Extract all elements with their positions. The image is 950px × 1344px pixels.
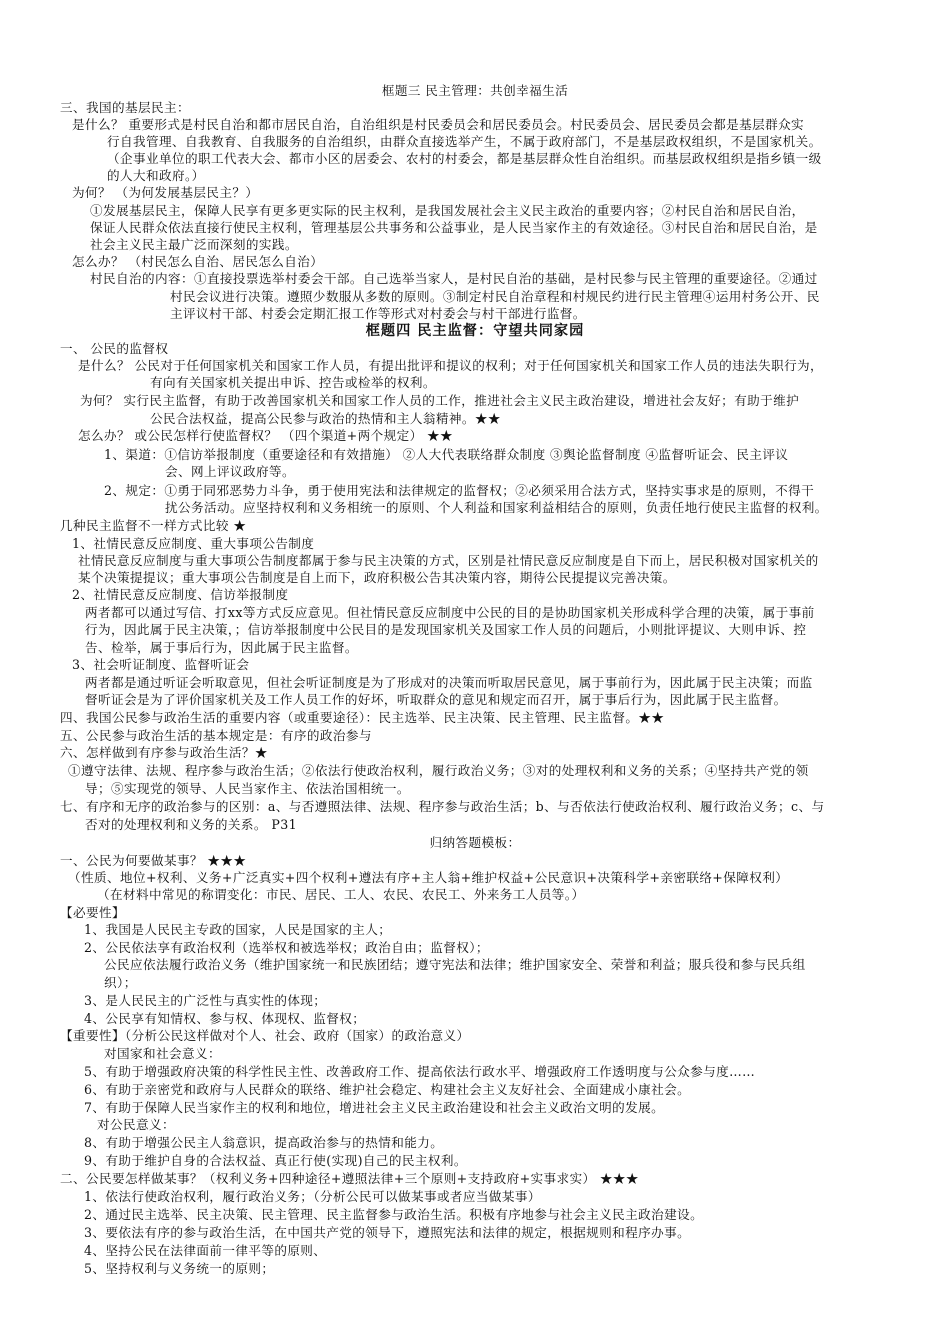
heading: 六、怎样做到有序参与政治生活？★ bbox=[60, 745, 268, 760]
text-line: 公民应依法履行政治义务（维护国家统一和民族团结；遵守宪法和法律；维护国家安全、荣誉和利益；服兵役和参与民兵组 bbox=[104, 957, 806, 972]
text-line: 1、渠道：①信访举报制度（重要途径和有效措施） ②人大代表联络群众制度 ③舆论监督制度 ④监督听证会、民主评议 bbox=[104, 447, 789, 462]
text-line: 怎么办？ 或公民怎样行使监督权？ （四个渠道+两个规定） ★★ bbox=[78, 428, 453, 443]
text-line: 2、规定：①勇于同邪恶势力斗争，勇于使用宪法和法律规定的监督权；②必须采用合法方式，坚持实事求是的原则，不得干 bbox=[104, 483, 815, 498]
text-line: 3、要依法有序的参与政治生活，在中国共产党的领导下，遵照宪法和法律的规定，根据规则和程序办事。 bbox=[84, 1225, 691, 1240]
text-line: 2、公民依法享有政治权利（选举权和被选举权；政治自由；监督权）； bbox=[84, 940, 489, 955]
text-line: 两者都可以通过写信、打xx等方式反应意见。但社情民意反应制度中公民的目的是协助国家机关形成科学合理的决策，属于事前 bbox=[85, 605, 815, 620]
text-line: 村民自治的内容：①直接投票选举村委会干部。自己选举当家人，是村民自治的基础，是村民参与民主管理的重要途径。②通过 bbox=[90, 271, 818, 286]
text-line: 会、网上评议政府等。 bbox=[165, 464, 295, 479]
text-line: （企事业单位的职工代表大会、都市小区的居委会、农村的村委会，都是基层群众性自治组织。而基层政权组织是指乡镇一级 bbox=[107, 151, 822, 166]
text-line: 督听证会是为了评价国家机关及工作人员工作的好坏，听取群众的意见和规定而召开，属于事后行为，因此属于民主监督。 bbox=[85, 692, 787, 707]
subheading: 2、社情民意反应制度、信访举报制度 bbox=[72, 587, 289, 602]
text-line: 告、检举，属于事后行为，因此属于民主监督。 bbox=[85, 640, 358, 655]
text-line: 5、有助于增强政府决策的科学性民主性、改善政府工作、提高依法行政水平、增强政府工作透明度与公众参与度…… bbox=[84, 1064, 756, 1079]
text-line: 2、通过民主选举、民主决策、民主管理、民主监督参与政治生活。积极有序地参与社会主义民主政治建设。 bbox=[84, 1207, 704, 1222]
subheading: 【必要性】 bbox=[60, 905, 125, 920]
heading: 五、公民参与政治生活的基本规定是：有序的政治参与 bbox=[60, 728, 372, 743]
text-line: 村民会议进行决策。遵照少数服从多数的原则。③制定村民自治章程和村规民约进行民主管理④运用村务公开、民 bbox=[170, 289, 820, 304]
text-line: 某个决策提提议；重大事项公告制度是自上而下，政府积极公告其决策内容，期待公民提提议完善决策。 bbox=[78, 570, 676, 585]
heading: 三、我国的基层民主： bbox=[60, 100, 190, 115]
text-line: 5、坚持权利与义务统一的原则； bbox=[84, 1261, 275, 1276]
text-line: 社会主义民主最广泛而深刻的实践。 bbox=[90, 237, 298, 252]
section-title: 框题四 民主监督：守望共同家园 bbox=[365, 323, 585, 339]
text-line: 9、有助于维护自身的合法权益、真正行使(实现)自己的民主权利。 bbox=[84, 1153, 467, 1168]
text-line: 社情民意反应制度与重大事项公告制度都属于参与民主决策的方式，区别是社情民意反应制度是自下而上，居民积极对国家机关的 bbox=[78, 553, 819, 568]
text-line: ①遵守法律、法规、程序参与政治生活；②依法行使政治权利，履行政治义务；③对的处理权利和义务的关系；④坚持共产党的领 bbox=[68, 763, 809, 778]
text-line: 两者都是通过听证会听取意见，但社会听证制度是为了形成对的决策而听取居民意见，属于事前行为，因此属于民主决策；而监 bbox=[85, 675, 813, 690]
text-line: 行自我管理、自我教育、自我服务的自治组织，由群众直接选举产生，不属于政府部门，不是基层政权组织，不是国家机关。 bbox=[107, 134, 822, 149]
text-line: 主评议村干部、村委会定期汇报工作等形式对村委会与村干部进行监督。 bbox=[170, 306, 586, 321]
text-line: 是什么？ 重要形式是村民自治和都市居民自治，自治组织是村民委员会和居民委员会。村民委员会、居民委员会都是基层群众实 bbox=[72, 117, 805, 132]
text-line: 为何？ （为何发展基层民主？） bbox=[72, 185, 259, 200]
subheading: 3、社会听证制度、监督听证会 bbox=[72, 657, 250, 672]
text-line: 4、坚持公民在法律面前一律平等的原则、 bbox=[84, 1243, 327, 1258]
text-line: 的人大和政府。） bbox=[107, 168, 205, 183]
text-line: 6、有助于亲密党和政府与人民群众的联络、维护社会稳定、构建社会主义友好社会、全面建成小康社会。 bbox=[84, 1082, 691, 1097]
heading: 四、我国公民参与政治生活的重要内容（或重要途径）：民主选举、民主决策、民主管理、民主监督。★★ bbox=[60, 710, 665, 725]
text-line: 公民合法权益，提高公民参与政治的热情和主人翁精神。★★ bbox=[150, 411, 501, 426]
text-line: 怎么办？ （村民怎么自治、居民怎么自治） bbox=[72, 254, 324, 269]
text-line: ①发展基层民主，保障人民享有更多更实际的民主权利，是我国发展社会主义民主政治的重要内容；②村民自治和居民自治， bbox=[90, 203, 805, 218]
text-line: 导；⑤实现党的领导、人民当家作主、依法治国相统一。 bbox=[85, 781, 410, 796]
text-line: 是什么？ 公民对于任何国家机关和国家工作人员，有提出批评和提议的权利；对于任何国家机关和国家工作人员的违法失职行为， bbox=[78, 358, 824, 373]
text-line: 对公民意义： bbox=[97, 1117, 175, 1132]
heading: 七、有序和无序的政治参与的区别：a、与否遵照法律、法规、程序参与政治生活；b、与否依法行使政治权利、履行政治义务；c、与 bbox=[60, 799, 825, 814]
section-title: 归纳答题模板： bbox=[429, 835, 521, 850]
text-line: 织）； bbox=[104, 975, 137, 990]
text-line: 保证人民群众依法直接行使民主权利，管理基层公共事务和公益事业，是人民当家作主的有效途径。③村民自治和居民自治，是 bbox=[90, 220, 818, 235]
text-line: 有向有关国家机关提出申诉、控告或检举的权利。 bbox=[150, 375, 436, 390]
text-line: 7、有助于保障人民当家作主的权利和地位，增进社会主义民主政治建设和社会主义政治文明的发展。 bbox=[84, 1100, 665, 1115]
subheading: 【重要性】（分析公民这样做对个人、社会、政府（国家）的政治意义） bbox=[60, 1028, 470, 1043]
subheading: 1、社情民意反应制度、重大事项公告制度 bbox=[72, 536, 315, 551]
heading: 一、 公民的监督权 bbox=[60, 341, 169, 356]
text-line: 为何？ 实行民主监督，有助于改善国家机关和国家工作人员的工作，推进社会主义民主政治建设，增进社会友好；有助于维护 bbox=[80, 393, 800, 408]
text-line: 否对的处理权利和义务的关系。 P31 bbox=[85, 817, 298, 832]
text-line: 3、是人民民主的广泛性与真实性的体现； bbox=[84, 993, 327, 1008]
text-line: 行为，因此属于民主决策，；信访举报制度中公民目的是发现国家机关及国家工作人员的问题后，小则批评提议、大则申诉、控 bbox=[85, 622, 807, 637]
heading: 二、公民要怎样做某事？（权利义务+四种途径+遵照法律+三个原则+支持政府+实事求实） ★★★ bbox=[60, 1171, 639, 1186]
text-line: （性质、地位+权利、义务+广泛真实+四个权利+遵法有序+主人翁+维护权益+公民意识+决策科学+亲密联络+保障权利） bbox=[68, 870, 789, 885]
text-line: 8、有助于增强公民主人翁意识，提高政治参与的热情和能力。 bbox=[84, 1135, 444, 1150]
heading: 几种民主监督不一样方式比较 ★ bbox=[60, 518, 247, 533]
heading: 一、公民为何要做某事？ ★★★ bbox=[60, 853, 247, 868]
section-title: 框题三 民主管理：共创幸福生活 bbox=[381, 83, 569, 98]
text-line: 扰公务活动。应坚持权利和义务相统一的原则、个人利益和国家利益相结合的原则，负责任地行使民主监督的权利。 bbox=[165, 500, 828, 515]
text-line: 1、依法行使政治权利，履行政治义务；（分析公民可以做某事或者应当做某事） bbox=[84, 1189, 541, 1204]
text-line: （在材料中常见的称谓变化：市民、居民、工人、农民、农民工、外来务工人员等。） bbox=[97, 887, 585, 902]
text-line: 1、我国是人民民主专政的国家，人民是国家的主人； bbox=[84, 922, 392, 937]
text-line: 对国家和社会意义： bbox=[104, 1046, 221, 1061]
text-line: 4、公民享有知情权、参与权、体现权、监督权； bbox=[84, 1011, 366, 1026]
